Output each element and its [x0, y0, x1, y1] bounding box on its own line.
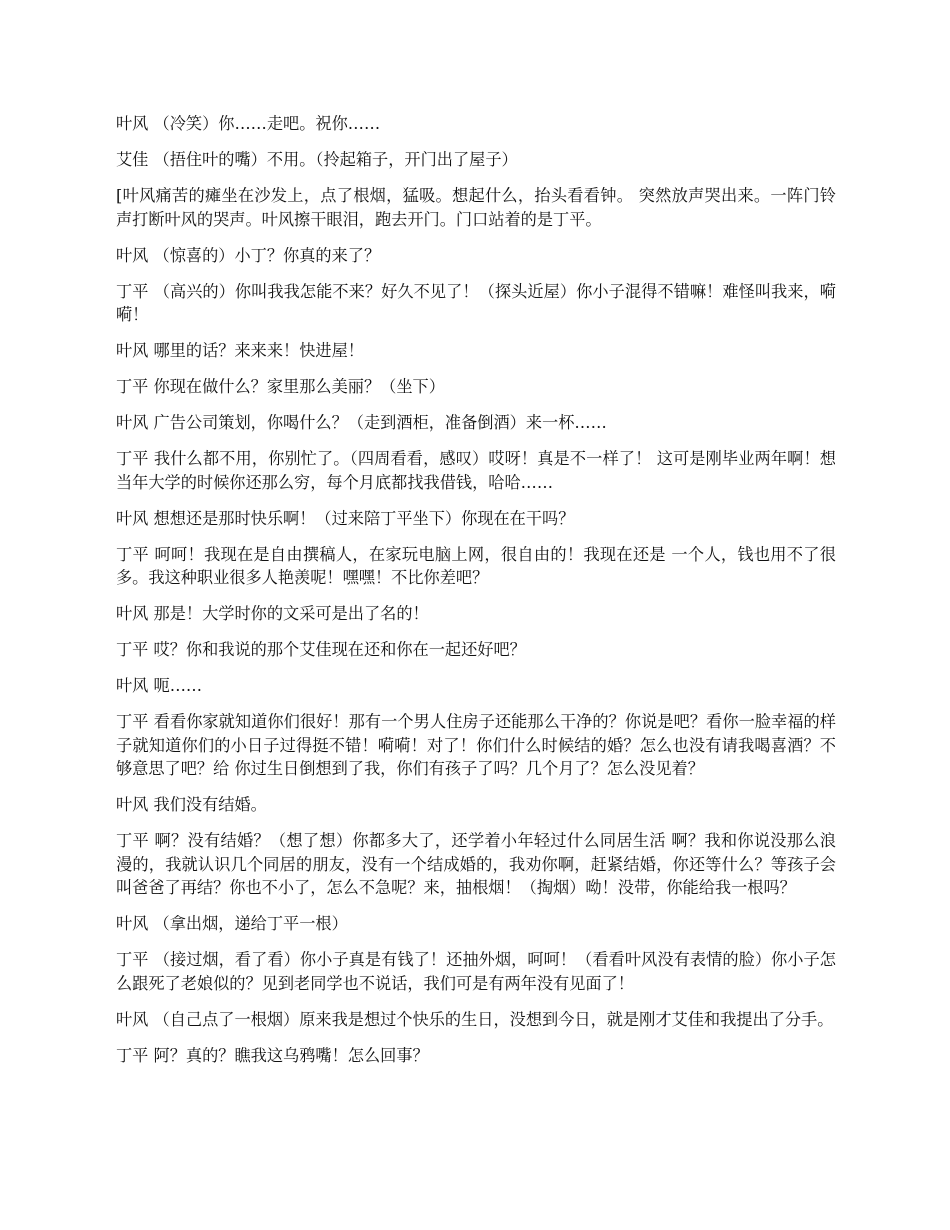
paragraph-12: 叶风 那是！大学时你的文采可是出了名的！	[116, 604, 429, 623]
paragraph-7: 丁平 你现在做什么？家里那么美丽？（坐下）	[116, 377, 445, 396]
paragraph-16: 叶风 我们没有结婚。	[116, 795, 267, 814]
paragraph-13: 丁平 哎？你和我说的那个艾佳现在还和你在一起还好吧？	[116, 640, 526, 659]
paragraph-18: 叶风 （拿出烟，递给丁平一根）	[116, 914, 348, 933]
paragraph-20: 叶风 （自己点了一根烟）原来我是想过个快乐的生日，没想到今日，就是刚才艾佳和我提出了分手。	[116, 1009, 834, 1029]
paragraph-1: 叶风 （冷笑）你……走吧。祝你……	[116, 114, 381, 133]
paragraph-9: 丁平 我什么都不用，你别忙了。（四周看看，感叹）哎呀！真是不一样了！ 这可是刚毕业两年啊！想当年大学的时候你还那么穷，每个月底都找我借钱，哈哈……	[116, 449, 836, 492]
paragraph-10: 叶风 想想还是那时快乐啊！（过来陪丁平坐下）你现在在干吗？	[116, 508, 575, 528]
paragraph-19: 丁平 （接过烟，看了看）你小子真是有钱了！还抽外烟，呵呵！（看看叶风没有表情的脸）你小子怎么跟死了老娘似的？见到老同学也不说话，我们可是有两年没有见面了！	[116, 950, 836, 993]
paragraph-17: 丁平 啊？没有结婚？（想了想）你都多大了，还学着小年轻过什么同居生活 啊？我和你说没那么浪漫的，我就认识几个同居的朋友，没有一个结成婚的，我劝你啊，赶紧结婚，你还等什么？等孩子会叫爸爸了再结？你也不小了，怎么不急呢？来，抽根烟！（掏烟）呦！没带，你能给我一根吗？	[116, 831, 836, 897]
paragraph-4: 叶风 （惊喜的）小丁？你真的来了？	[116, 245, 381, 265]
paragraph-14: 叶风 呃……	[116, 676, 203, 695]
paragraph-11: 丁平 呵呵！我现在是自由撰稿人，在家玩电脑上网，很自由的！我现在还是 一个人，钱也用不了很多。我这种职业很多人艳羡呢！嘿嘿！不比你差吧？	[116, 544, 836, 587]
script-document	[116, 112, 836, 1080]
paragraph-3: [叶风痛苦的瘫坐在沙发上，点了根烟，猛吸。想起什么，抬头看看钟。 突然放声哭出来。一阵门铃声打断叶风的哭声。叶风擦干眼泪，跑去开门。门口站着的是丁平。	[116, 186, 836, 229]
paragraph-6: 叶风 哪里的话？来来来！快进屋！	[116, 341, 364, 360]
paragraph-2: 艾佳 （捂住叶的嘴）不用。（拎起箱子，开门出了屋子）	[116, 150, 518, 169]
paragraph-15: 丁平 看看你家就知道你们很好！那有一个男人住房子还能那么干净的？你说是吧？看你一脸幸福的样子就知道你们的小日子过得挺不错！嗬嗬！对了！你们什么时候结的婚？怎么也没有请我喝喜酒？不够意思了吧？给 你过生日倒想到了我，你们有孩子了吗？几个月了？怎么没见着？	[116, 712, 836, 778]
paragraph-8: 叶风 广告公司策划，你喝什么？（走到酒柜，准备倒酒）来一杯……	[116, 413, 607, 432]
paragraph-5: 丁平 （高兴的）你叫我我怎能不来？好久不见了！（探头近屋）你小子混得不错嘛！难怪叫我来，嗬嗬！	[116, 281, 836, 324]
paragraph-21: 丁平 阿？真的？瞧我这乌鸦嘴！怎么回事？	[116, 1045, 429, 1065]
